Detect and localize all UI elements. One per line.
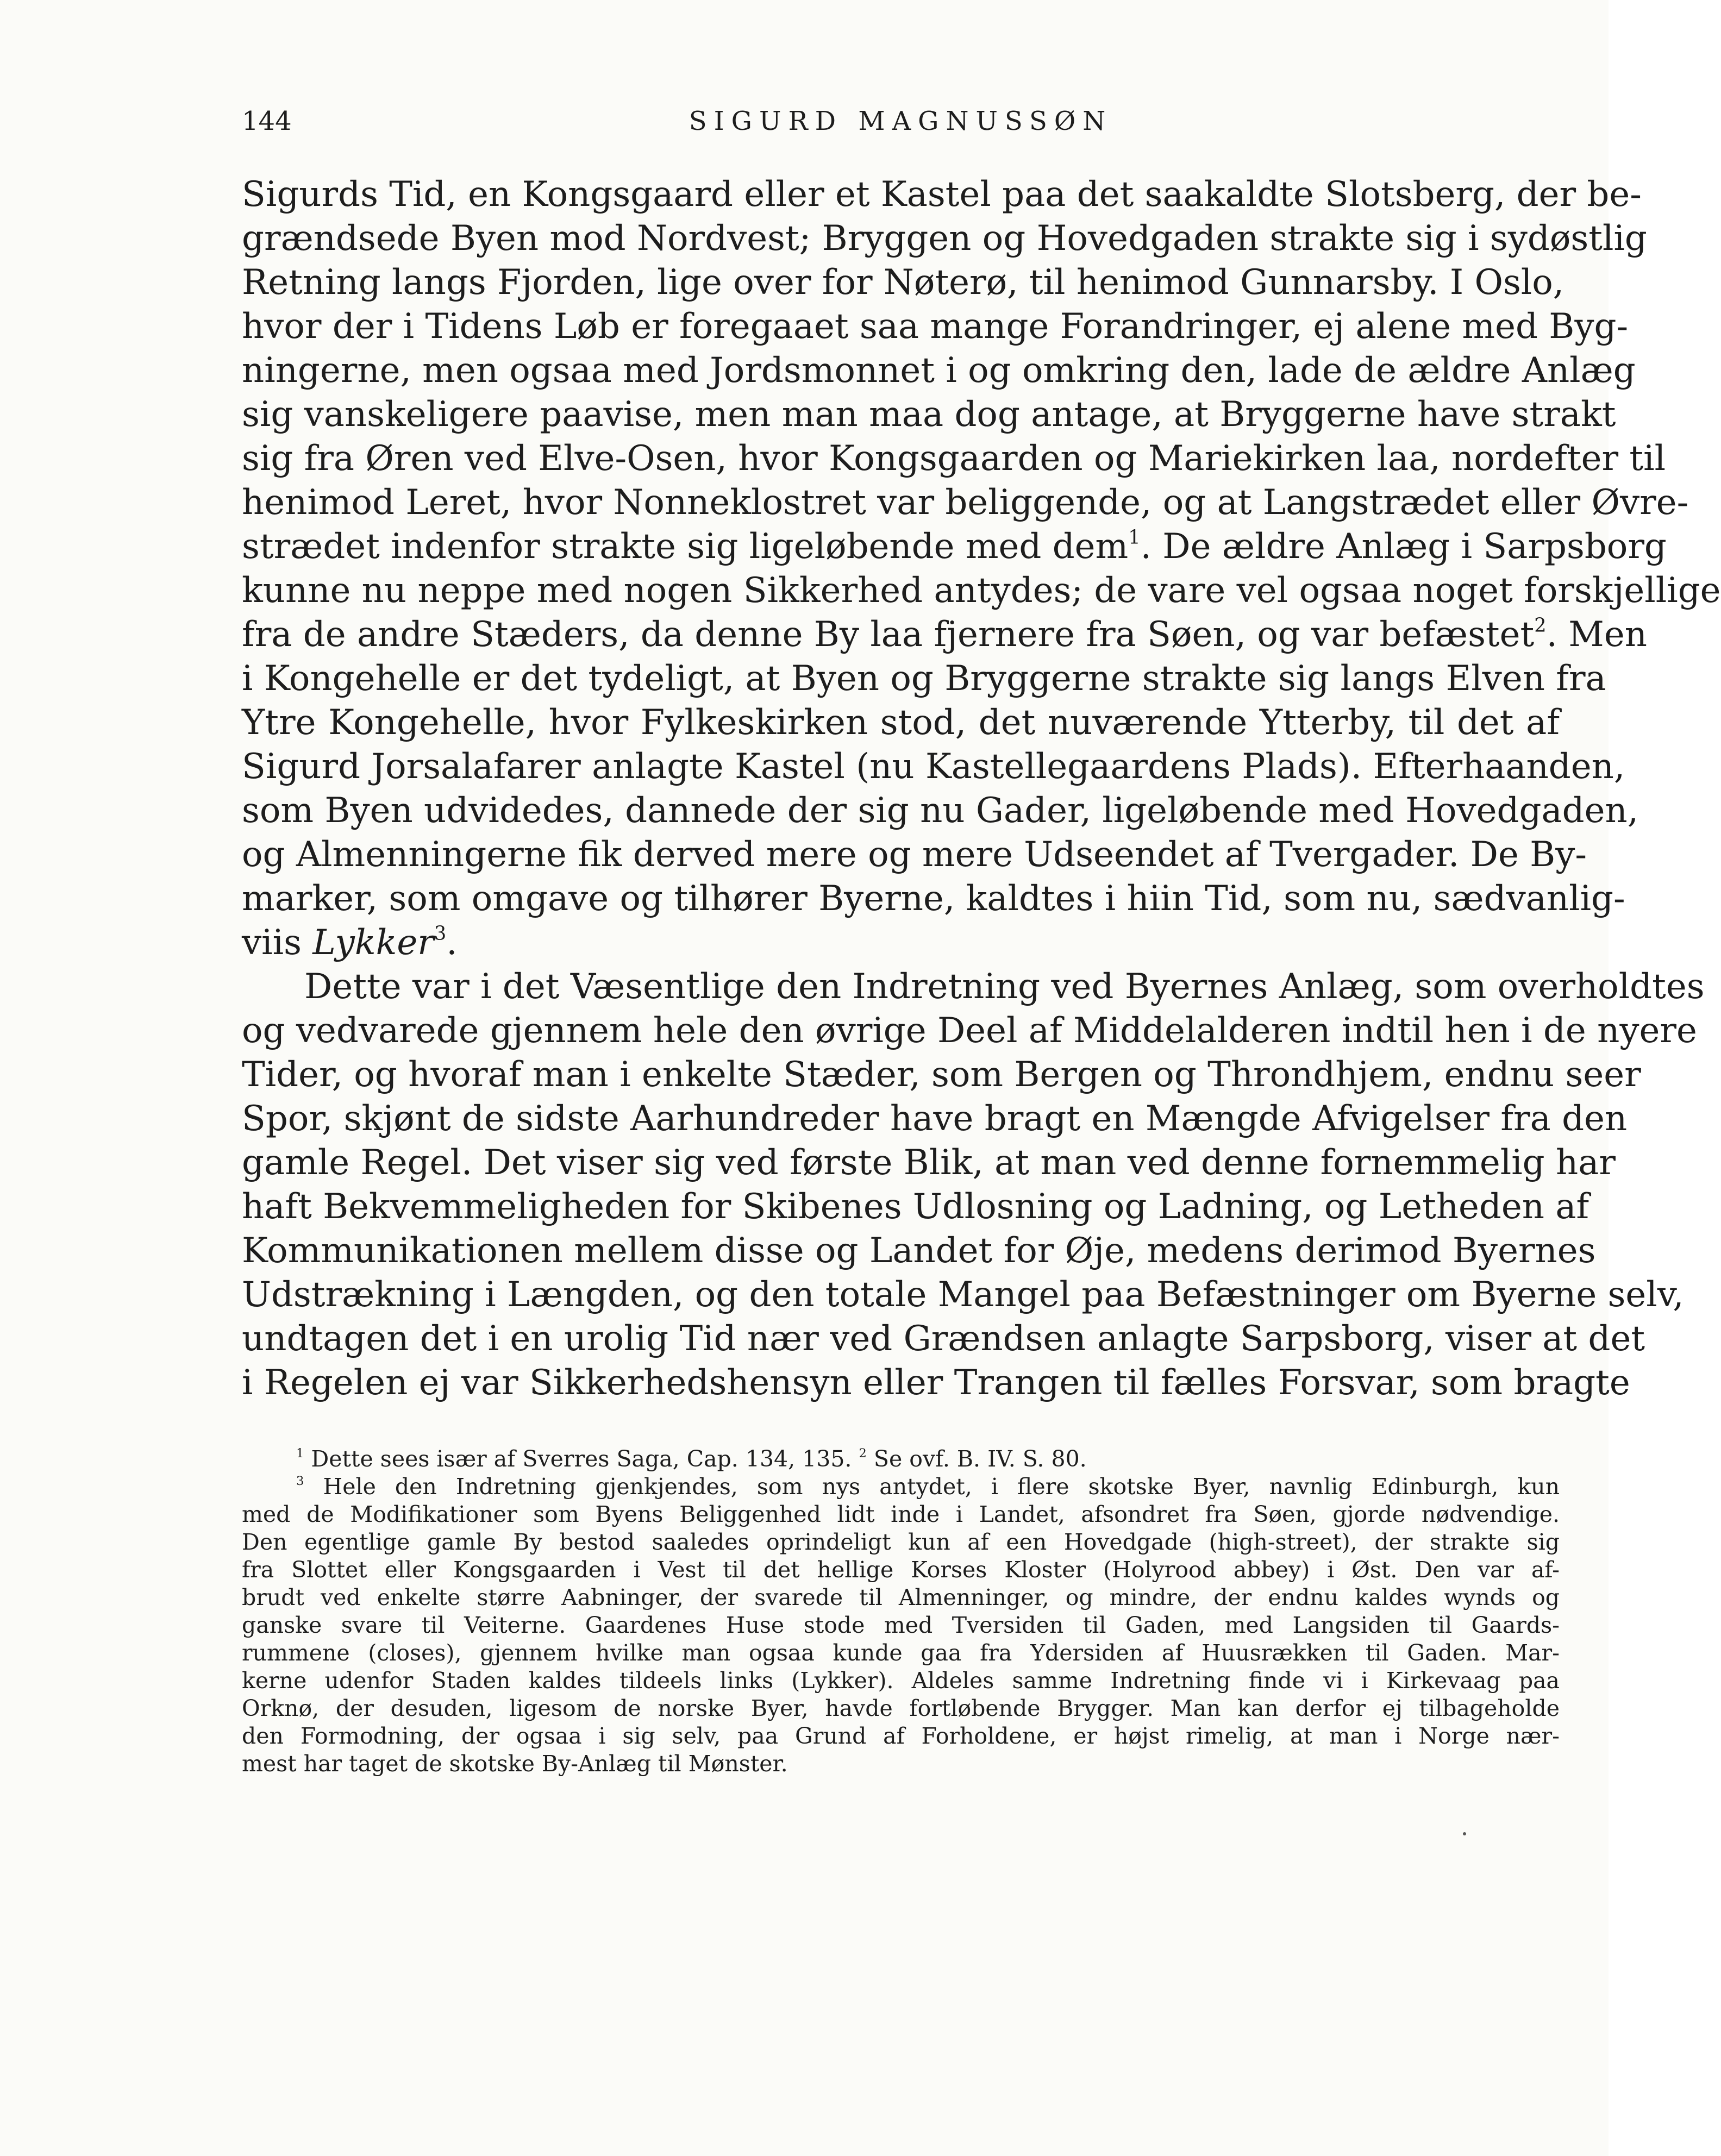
line-text: viis [242, 923, 313, 963]
footnotes [242, 1445, 1560, 1778]
text-line: i Regelen ej var Sikkerhedshensyn eller Trangen til fælles Forsvar, som bragte [242, 1363, 1630, 1403]
text-line [242, 613, 1647, 657]
footnote-line: fra Slottet eller Kongsgaarden i Vest til det hellige Korses Kloster (Holyrood abbey) i Øst. Den var af- [242, 1557, 1560, 1583]
text-line: undtagen det i en urolig Tid nær ved Grændsen anlagte Sarpsborg, viser at det [242, 1319, 1645, 1359]
line-text: . [446, 923, 458, 963]
footnote-line [242, 1445, 1560, 1473]
text-line: Tider, og hvoraf man i enkelte Stæder, som Bergen og Throndhjem, endnu seer [242, 1055, 1641, 1095]
text-line [242, 525, 1667, 569]
text-line: hvor der i Tidens Løb er foregaaet saa mange Forandringer, ej alene med Byg- [242, 306, 1629, 347]
text-line: i Kongehelle er det tydeligt, at Byen og Bryggerne strakte sig langs Elven fra [242, 659, 1606, 699]
footnote-ref: 2 [1534, 614, 1547, 637]
footnote-ref: 3 [434, 922, 447, 945]
footnote-number: 2 [859, 1446, 867, 1461]
footnote-number: 1 [296, 1446, 304, 1461]
text-line: Udstrækning i Længden, og den totale Mangel paa Befæstninger om Byerne selv, [242, 1275, 1684, 1315]
print-speck [1463, 1832, 1466, 1835]
footnote-text: Dette sees især af Sverres Saga, Cap. 134, 135. [304, 1446, 859, 1472]
line-text: . Men [1546, 615, 1647, 655]
text-line [242, 921, 1560, 965]
line-text: . De ældre Anlæg i Sarpsborg [1140, 527, 1667, 567]
text-line: Sigurd Jorsalafarer anlagte Kastel (nu Kastellegaardens Plads). Efterhaanden, [242, 747, 1625, 787]
footnote-line: mest har taget de skotske By-Anlæg til Mønster. [242, 1751, 788, 1777]
footnote-line: med de Modifikationer som Byens Beliggenhed lidt inde i Landet, afsondret fra Søen, gjorde nødvendige. [242, 1501, 1560, 1527]
line-text: fra de andre Stæders, da denne By laa fjernere fra Søen, og var befæstet [242, 615, 1535, 655]
footnote-line: Orknø, der desuden, ligesom de norske Byer, havde fortløbende Brygger. Man kan derfor ej tilbageholde [242, 1695, 1560, 1721]
body-text [242, 173, 1721, 1405]
footnote-text: Hele den Indretning gjenkjendes, som nys antydet, i flere skotske Byer, navnlig Edinburgh, kun [304, 1474, 1560, 1500]
text-line: haft Bekvemmeligheden for Skibenes Udlosning og Ladning, og Letheden af [242, 1187, 1589, 1227]
text-line: som Byen udvidedes, dannede der sig nu Gader, ligeløbende med Hovedgaden, [242, 791, 1639, 831]
page-number: 144 [242, 106, 292, 136]
footnote-line: rummene (closes), gjennem hvilke man ogsaa kunde gaa fra Ydersiden af Huusrækken til Gaden. Mar- [242, 1640, 1560, 1666]
footnote-line: Den egentlige gamle By bestod saaledes oprindeligt kun af een Hovedgade (high-street), der strakte sig [242, 1529, 1560, 1555]
text-line: sig fra Øren ved Elve-Osen, hvor Kongsgaarden og Mariekirken laa, nordefter til [242, 438, 1666, 479]
running-title: SIGURD MAGNUSSØN [689, 106, 1113, 136]
text-line: henimod Leret, hvor Nonneklostret var beliggende, og at Langstrædet eller Øvre- [242, 482, 1689, 523]
footnote-line: kerne udenfor Staden kaldes tildeels links (Lykker). Aldeles samme Indretning finde vi i Kirkevaag paa [242, 1668, 1560, 1694]
page-header [242, 102, 1560, 140]
footnote-line: ganske svare til Veiterne. Gaardenes Huse stode med Tversiden til Gaden, med Langsiden til Gaards- [242, 1612, 1560, 1638]
text-line: grændsede Byen mod Nordvest; Bryggen og Hovedgaden strakte sig i sydøstlig [242, 218, 1647, 259]
footnote-number: 3 [296, 1474, 304, 1489]
line-text: strædet indenfor strakte sig ligeløbende med dem [242, 527, 1129, 567]
footnote-line [242, 1473, 1560, 1501]
text-line: Retning langs Fjorden, lige over for Nøterø, til henimod Gunnarsby. I Oslo, [242, 262, 1564, 303]
footnote-line: brudt ved enkelte større Aabninger, der svarede til Almenninger, og mindre, der endnu kaldes wynds og [242, 1584, 1560, 1610]
text-line: Spor, skjønt de sidste Aarhundreder have bragt en Mængde Afvigelser fra den [242, 1099, 1628, 1139]
text-line: Dette var i det Væsentlige den Indretning ved Byernes Anlæg, som overholdtes [304, 967, 1705, 1007]
text-line: Sigurds Tid, en Kongsgaard eller et Kastel paa det saakaldte Slotsberg, der be- [242, 174, 1642, 215]
footnote-text: Se ovf. B. IV. S. 80. [866, 1446, 1087, 1472]
footnote-line: den Formodning, der ogsaa i sig selv, paa Grund af Forholdene, er højst rimelig, at man i Norge nær- [242, 1723, 1560, 1749]
text-line: og Almenningerne fik derved mere og mere Udseendet af Tvergader. De By- [242, 835, 1587, 875]
text-line: ningerne, men ogsaa med Jordsmonnet i og omkring den, lade de ældre Anlæg [242, 350, 1636, 391]
text-line: og vedvarede gjennem hele den øvrige Deel af Middelalderen indtil hen i de nyere [242, 1011, 1697, 1051]
text-line: kunne nu neppe med nogen Sikkerhed antydes; de vare vel ogsaa noget forskjellige [242, 571, 1721, 611]
footnote-ref: 1 [1128, 526, 1141, 549]
text-line: gamle Regel. Det viser sig ved første Blik, at man ved denne fornemmelig har [242, 1143, 1616, 1183]
text-line: sig vanskeligere paavise, men man maa dog antage, at Bryggerne have strakt [242, 394, 1616, 435]
italic-term: Lykker [312, 923, 434, 963]
text-line: Ytre Kongehelle, hvor Fylkeskirken stod, det nuværende Ytterby, til det af [242, 703, 1560, 743]
text-line: marker, som omgave og tilhører Byerne, kaldtes i hiin Tid, som nu, sædvanlig- [242, 879, 1625, 919]
text-line: Kommunikationen mellem disse og Landet for Øje, medens derimod Byernes [242, 1231, 1596, 1271]
